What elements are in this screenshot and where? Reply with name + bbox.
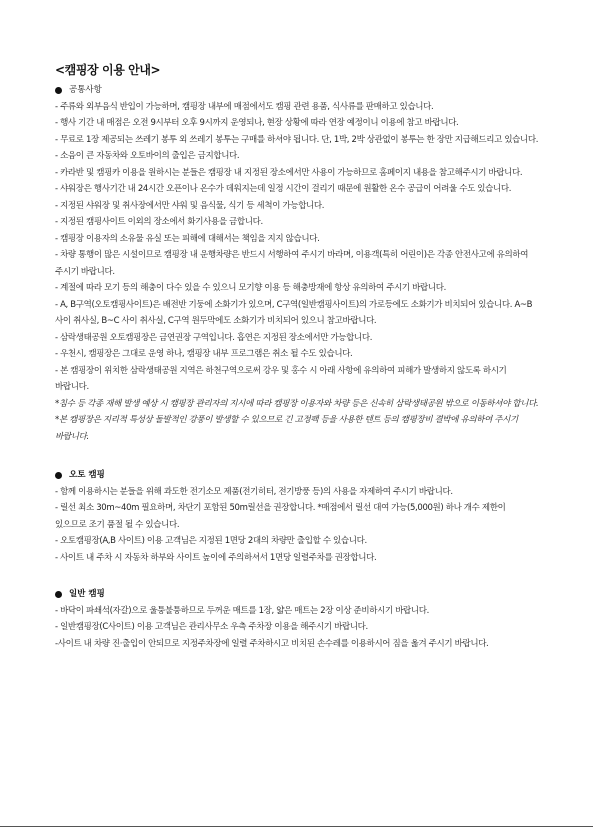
section-heading-text: 일반 캠핑 bbox=[69, 589, 105, 599]
section-heading-text: 공통사항 bbox=[69, 85, 102, 95]
common-line-13: - 삼락생태공원 오토캠핑장은 금연권장 구역입니다. 흡연은 지정된 장소에서만 가능합니다. bbox=[55, 332, 373, 343]
page-title: <캠핑장 이용 안내> bbox=[55, 63, 161, 77]
common-line-15: - 본 캠핑장이 위치한 삼락생태공원 지역은 하천구역으로써 강우 및 홍수 시 아래 사항에 유의하여 피해가 발생하지 않도록 하시기 바랍니다. bbox=[55, 365, 507, 392]
section-heading-common bbox=[55, 82, 539, 99]
auto-line-2: - 릴선 최소 30m~40m 필요하며, 차단기 포함된 50m릴선을 권장합니다. *매점에서 릴선 대여 가능(5,000원) 하나 개수 제한이 있으므로 조기 품절 될 수 있습니다. bbox=[55, 503, 506, 530]
common-line-1: - 주류와 외부음식 반입이 가능하며, 캠핑장 내부에 매점에서도 캠핑 관련 용품, 식사류를 판매하고 있습니다. bbox=[55, 101, 434, 112]
common-line-14: - 우천시, 캠핑장은 그대로 운영 하나, 캠핑장 내부 프로그램은 취소 될 수도 있습니다. bbox=[55, 349, 353, 359]
general-line-1: - 바닥이 파쇄석(자갈)으로 울퉁불퉁하므로 두꺼운 매트를 1장, 얇은 매트는 2장 이상 준비하시기 바랍니다. bbox=[55, 605, 429, 616]
page-bottom-rule bbox=[0, 826, 593, 827]
auto-line-1: - 함께 이용하시는 분들을 위해 과도한 전기소모 제품(전기히터, 전기방풍 등)의 사용을 자제하여 주시기 바랍니다. bbox=[55, 486, 453, 497]
section-heading-text: 오토 캠핑 bbox=[69, 470, 105, 480]
common-line-4: - 소음이 큰 자동차와 오토바이의 출입은 금지합니다. bbox=[55, 151, 240, 161]
common-line-2: - 행사 기간 내 매점은 오전 9시부터 오후 9시까지 운영되나, 현장 상황에 따라 연장 예정이니 이용에 참고 바랍니다. bbox=[55, 118, 459, 128]
common-line-5: - 카라반 및 캠핑카 이용을 원하시는 분들은 캠핑장 내 지정된 장소에서만 사용이 가능하므로 홈페이지 내용을 참고해주시기 바랍니다. bbox=[55, 167, 523, 178]
common-line-10: - 차량 통행이 많은 시설이므로 캠핑장 내 운행차량은 반드시 서행하여 주시기 바라며, 이용객(특히 어린이)은 각종 안전사고에 유의하여 주시기 바랍니다. bbox=[55, 250, 529, 277]
auto-line-4: - 사이트 내 주차 시 자동차 하부와 사이트 높이에 주의하셔서 1면당 일렬주차를 권장합니다. bbox=[55, 552, 377, 563]
common-line-3: - 무료로 1장 제공되는 쓰레기 봉투 외 쓰레기 봉투는 구매를 하셔야 됩니다. 단, 1박, 2박 상관없이 봉투는 한 장만 지급해드리고 있습니다. bbox=[55, 134, 539, 145]
common-line-7: - 지정된 샤워장 및 취사장에서만 샤워 및 음식물, 식기 등 세척이 가능합니다. bbox=[55, 200, 325, 211]
bullet-dot-icon bbox=[55, 87, 62, 94]
document-body bbox=[55, 82, 539, 652]
common-line-12: - A, B구역(오토캠핑사이트)은 배전반 기둥에 소화기가 있으며, C구역(일반캠핑사이트)의 가로등에도 소화기가 비치되어 있습니다. A~B 사이 취사실, B~C 사이 취사실, C구역 원두막에도 소화기가 비치되어 있으니 참고바랍니다. bbox=[55, 299, 533, 326]
bullet-dot-icon bbox=[55, 591, 62, 598]
common-line-8: - 지정된 캠핑사이트 이외의 장소에서 화기사용을 금합니다. bbox=[55, 217, 263, 227]
common-line-6: - 샤워장은 행사기간 내 24시간 오픈이나 온수가 데워지는데 일정 시간이 걸리기 때문에 원활한 온수 공급이 어려울 수도 있습니다. bbox=[55, 184, 512, 194]
common-line-9: - 캠핑장 이용자의 소유물 유실 또는 피해에 대해서는 책임을 지지 않습니다. bbox=[55, 233, 320, 244]
section-heading-general-camping bbox=[55, 586, 539, 603]
bullet-dot-icon bbox=[55, 472, 62, 479]
general-line-2: - 일반캠핑장(C사이트) 이용 고객님은 관리사무소 우측 주차장 이용을 해주시기 바랍니다. bbox=[55, 622, 368, 632]
general-line-3: -사이트 내 차량 진·출입이 안되므로 지정주차장에 일렬 주차하시고 비치된 손수레를 이용하시어 짐을 옮겨 주시기 바랍니다. bbox=[55, 638, 489, 649]
section-heading-auto-camping bbox=[55, 467, 539, 484]
auto-line-3: - 오토캠핑장(A,B 사이트) 이용 고객님은 지정된 1면당 2대의 차량만 출입할 수 있습니다. bbox=[55, 536, 367, 546]
common-line-11: - 계절에 따라 모기 등의 해충이 다수 있을 수 있으니 모기향 이용 등 해충방재에 항상 유의하여 주시기 바랍니다. bbox=[55, 283, 446, 293]
flood-warning-note: *침수 등 각종 재해 발생 예상 시 캠핑장 관리자의 지시에 따라 캠핑장 이용자와 차량 등은 신속히 삼락생태공원 밖으로 이동하셔야 합니다. bbox=[55, 398, 539, 409]
wind-warning-note: *본 캠핑장은 지리적 특성상 돌발적인 강풍이 발생할 수 있으므로 긴 고정팩 등을 사용한 텐트 등의 캠핑장비 결박에 유의하여 주시기 바랍니다. bbox=[55, 415, 518, 442]
